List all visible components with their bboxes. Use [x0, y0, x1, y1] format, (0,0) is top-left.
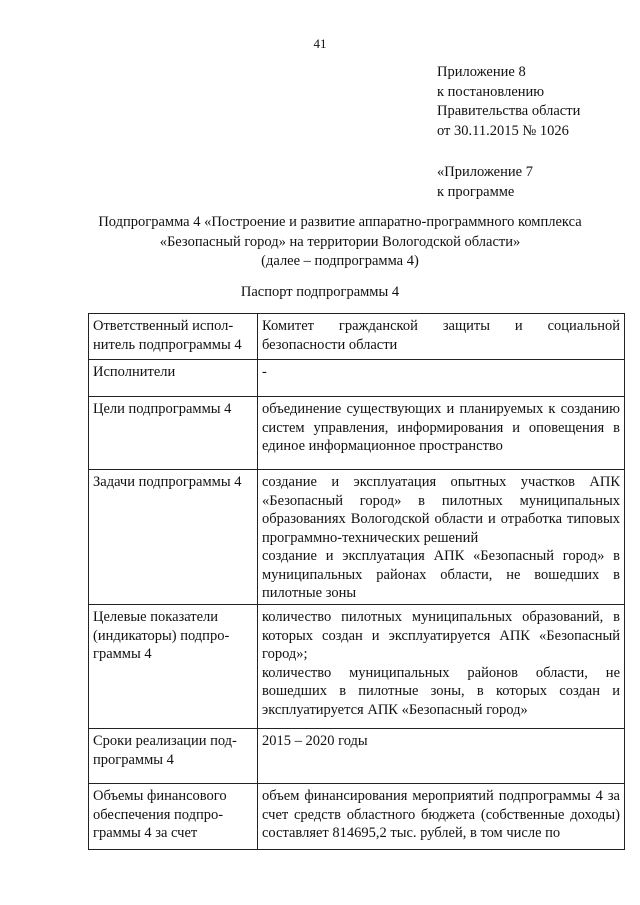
appendix-7-block: [437, 163, 533, 202]
row-label: Задачи подпрограммы 4: [93, 474, 242, 490]
subprogram-title-line: Подпрограмма 4 «Построение и развитие аппаратно-программного комплекса: [98, 214, 582, 230]
table-row: [89, 784, 625, 850]
row-label-cell: [89, 729, 258, 784]
table-row: [89, 605, 625, 729]
table-row: [89, 397, 625, 470]
appendix-7-line: к программе: [437, 183, 515, 200]
row-label: Исполнители: [93, 364, 176, 380]
row-value-cell: [258, 605, 625, 729]
row-value-paragraph: 2015 – 2020 годы: [262, 733, 368, 749]
appendix-8-block: [437, 63, 580, 141]
row-value-paragraph: -: [262, 364, 267, 380]
subprogram-title-line: «Безопасный город» на территории Вологодской области»: [159, 233, 521, 250]
row-value-cell: [258, 729, 625, 784]
table-row: [89, 314, 625, 360]
appendix-8-line: Приложение 8: [437, 64, 526, 80]
appendix-8-line: Правительства области: [437, 103, 581, 119]
appendix-7-line: «Приложение 7: [437, 164, 533, 180]
row-value-cell: [258, 784, 625, 850]
table-row: [89, 470, 625, 605]
appendix-8-line: к постановлению: [437, 83, 545, 100]
row-label: Целевые показатели (индикаторы) подпро- граммы 4: [93, 609, 230, 662]
appendix-8-line: от 30.11.2015 № 1026: [437, 122, 569, 139]
row-label: Сроки реализации под- программы 4: [93, 733, 237, 768]
row-label-cell: [89, 314, 258, 360]
row-value-paragraph: объединение существующих и планируемых к созданию систем управления, информирования и оповещения в единое информационное пространство: [262, 401, 620, 454]
row-label-cell: [89, 360, 258, 397]
table-row: [89, 729, 625, 784]
row-value-paragraph: создание и эксплуатация АПК «Безопасный город» в муниципальных районах области, не вошедших в пилотные зоны: [262, 548, 620, 601]
row-label: Ответственный испол- нитель подпрограммы 4: [93, 318, 242, 353]
row-label-cell: [89, 470, 258, 605]
row-value-cell: [258, 314, 625, 360]
row-value-cell: [258, 397, 625, 470]
passport-table: [88, 313, 625, 850]
row-label-cell: [89, 397, 258, 470]
row-value-paragraph: Комитет гражданской защиты и социальной безопасности области: [262, 318, 620, 353]
row-value-paragraph: количество муниципальных районов области, не вошедших в пилотные зоны, в которых создан и эксплуатируется АПК «Безопасный город»: [262, 664, 620, 718]
row-value-paragraph: объем финансирования мероприятий подпрограммы 4 за счет средств областного бюджета (собственные доходы) составляет 814695,2 тыс. рублей, в том числе по: [262, 788, 620, 841]
row-label-cell: [89, 784, 258, 850]
subprogram-title-line: (далее – подпрограмма 4): [261, 253, 419, 269]
row-value-cell: [258, 470, 625, 605]
row-label: Цели подпрограммы 4: [93, 401, 232, 417]
row-value-cell: [258, 360, 625, 397]
row-value-paragraph: создание и эксплуатация опытных участков АПК «Безопасный город» в пилотных муниципальных образованиях Вологодской области и отработка типовых программно-технических решений: [262, 474, 620, 546]
page-number: 41: [313, 36, 327, 51]
subprogram-title: [60, 213, 620, 272]
table-row: [89, 360, 625, 397]
row-value-paragraph: количество пилотных муниципальных образований, в которых создан и эксплуатируется АПК «Безопасный город»;: [262, 609, 620, 662]
row-label-cell: [89, 605, 258, 729]
row-label: Объемы финансового обеспечения подпро- граммы 4 за счет: [93, 788, 227, 841]
passport-heading: Паспорт подпрограммы 4: [240, 284, 400, 300]
